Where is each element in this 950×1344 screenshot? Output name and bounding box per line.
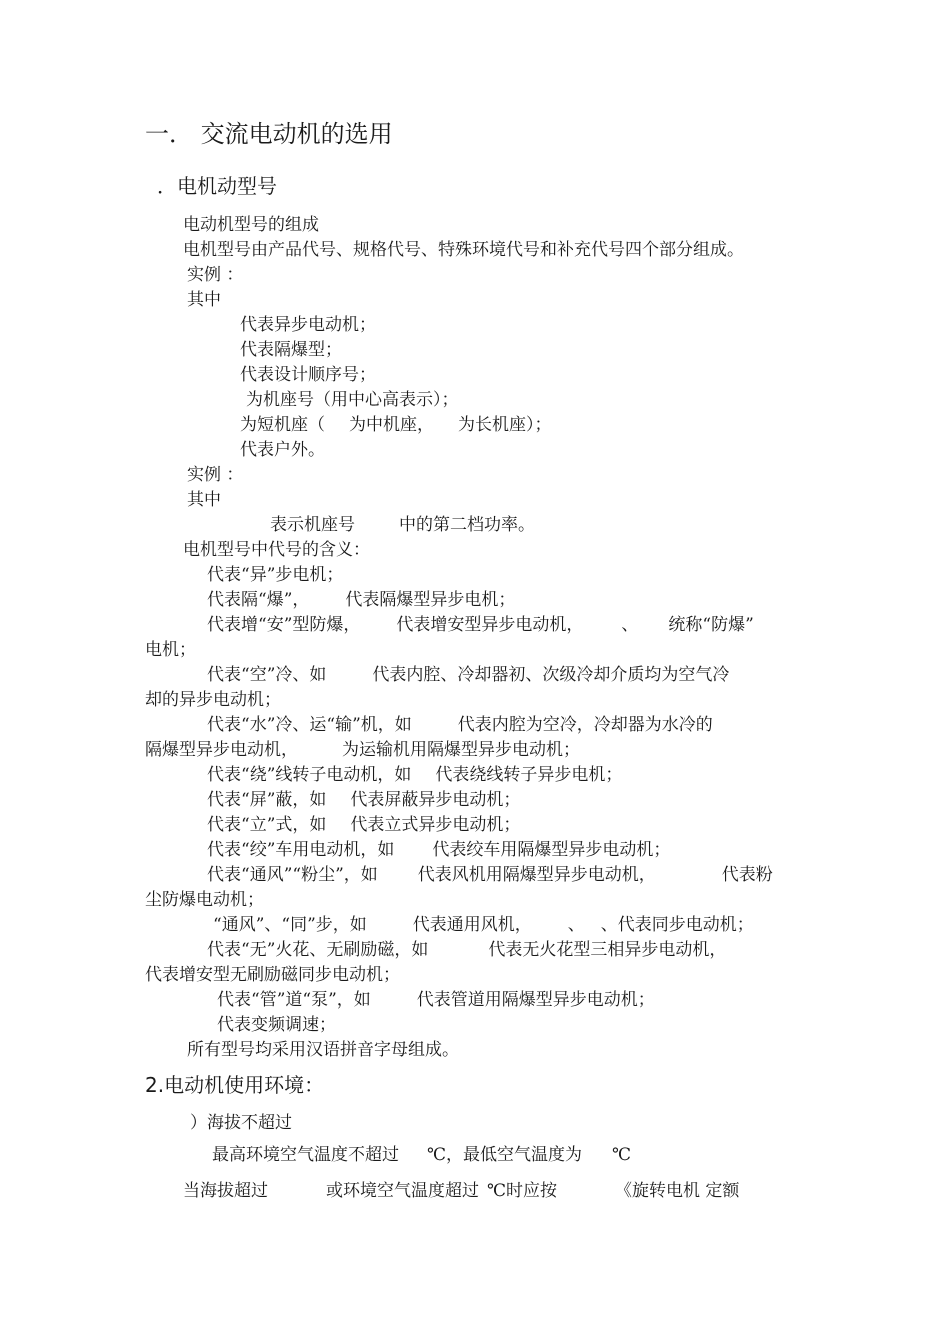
text-fragment: 、代表同步电动机； bbox=[600, 915, 754, 935]
text-line: 代表“异”步电机； bbox=[207, 565, 344, 585]
text-fragment: 代表增安型异步电动机， bbox=[396, 615, 584, 635]
text-fragment: 为运输机用隔爆型异步电动机； bbox=[342, 740, 580, 760]
text-fragment: 代表“立”式，如 bbox=[207, 815, 327, 835]
text-fragment: 表示机座号 bbox=[270, 515, 355, 535]
text-line: 代表异步电动机； bbox=[240, 315, 376, 335]
text-line bbox=[183, 1181, 739, 1201]
text-line bbox=[213, 915, 754, 935]
text-line: 所有型号均采用汉语拼音字母组成。 bbox=[187, 1040, 459, 1060]
text-fragment: 代表风机用隔爆型异步电动机， bbox=[417, 865, 656, 885]
text-line: ）海拔不超过 bbox=[190, 1113, 292, 1133]
text-line bbox=[207, 815, 520, 835]
text-line bbox=[207, 865, 773, 885]
text-fragment: 代表管道用隔爆型异步电动机； bbox=[416, 990, 655, 1010]
text-fragment: 代表立式异步电动机； bbox=[350, 815, 521, 835]
text-line: 电机型号由产品代号、规格代号、特殊环境代号和补充代号四个部分组成。 bbox=[183, 240, 744, 260]
text-line: 却的异步电动机； bbox=[145, 690, 281, 710]
section-heading-environment: 2.电动机使用环境： bbox=[145, 1073, 325, 1097]
text-line bbox=[207, 665, 729, 685]
main-heading: 一． 交流电动机的选用 bbox=[145, 120, 393, 148]
text-line: 其中 bbox=[187, 290, 221, 310]
text-fragment: 为长机座）； bbox=[458, 415, 552, 435]
text-line: 实例 ： bbox=[187, 465, 244, 485]
text-line bbox=[240, 415, 552, 435]
text-fragment: 为短机座（ bbox=[240, 415, 325, 435]
text-fragment: 为中机座， bbox=[349, 415, 434, 435]
text-fragment: ℃ bbox=[612, 1145, 632, 1165]
text-fragment: 代表增“安”型防爆， bbox=[207, 615, 361, 635]
text-line: 代表隔爆型； bbox=[240, 340, 342, 360]
text-fragment: 代表“水”冷、运“输”机，如 bbox=[207, 715, 412, 735]
text-fragment: 代表隔“爆”， bbox=[207, 590, 310, 610]
text-line: 实例 ： bbox=[187, 265, 244, 285]
text-fragment: 代表绞车用隔爆型异步电动机； bbox=[432, 840, 671, 860]
text-line bbox=[207, 590, 515, 610]
text-fragment: 代表内腔、冷却器初、次级冷却介质均为空气冷 bbox=[372, 665, 730, 685]
text-fragment: 《旋转电机 定额 bbox=[615, 1181, 740, 1201]
text-line: 电机； bbox=[145, 640, 196, 660]
text-line: 尘防爆电动机； bbox=[145, 890, 264, 910]
text-fragment: 代表通用风机， bbox=[412, 915, 532, 935]
text-fragment: 代表粉 bbox=[721, 865, 773, 885]
text-line: 代表户外。 bbox=[240, 440, 325, 460]
text-fragment: 或环境空气温度超过 bbox=[326, 1181, 479, 1201]
text-fragment: ℃，最低空气温度为 bbox=[427, 1145, 583, 1165]
text-fragment: “通风”、“同”步，如 bbox=[213, 915, 367, 935]
section-heading-motor-model: ．电机动型号 bbox=[157, 174, 277, 198]
text-line: 代表变频调速； bbox=[217, 1015, 336, 1035]
text-fragment: 隔爆型异步电动机， bbox=[145, 740, 298, 760]
text-fragment: 代表无火花型三相异步电动机， bbox=[488, 940, 727, 960]
text-fragment: 代表“无”火花、无刷励磁，如 bbox=[207, 940, 429, 960]
text-fragment: 统称“防爆” bbox=[668, 615, 754, 635]
text-line: 电机型号中代号的含义： bbox=[183, 540, 370, 560]
text-fragment: 代表隔爆型异步电机； bbox=[345, 590, 516, 610]
text-line: 代表增安型无刷励磁同步电动机； bbox=[145, 965, 400, 985]
text-line bbox=[207, 940, 726, 960]
text-fragment: ℃时应按 bbox=[487, 1181, 558, 1201]
text-fragment: 代表内腔为空冷，冷却器为水冷的 bbox=[457, 715, 713, 735]
text-fragment: 中的第二档功率。 bbox=[399, 515, 535, 535]
text-fragment: 最高环境空气温度不超过 bbox=[212, 1145, 399, 1165]
text-fragment: 代表屏蔽异步电动机； bbox=[350, 790, 521, 810]
text-line: 为机座号（用中心高表示）； bbox=[246, 390, 459, 410]
text-fragment: 、 bbox=[567, 915, 585, 935]
text-line bbox=[207, 715, 713, 735]
text-line bbox=[207, 765, 622, 785]
text-fragment: 代表“绞”车用电动机，如 bbox=[207, 840, 395, 860]
text-line bbox=[270, 515, 535, 535]
text-fragment: 代表“通风”“粉尘”，如 bbox=[207, 865, 378, 885]
text-fragment: 代表“空”冷、如 bbox=[207, 665, 327, 685]
text-line bbox=[212, 1145, 631, 1165]
text-fragment: 代表“管”道“泵”，如 bbox=[217, 990, 371, 1010]
text-fragment: 代表“屏”蔽，如 bbox=[207, 790, 327, 810]
text-fragment: 代表绕线转子异步电机； bbox=[435, 765, 623, 785]
text-line bbox=[207, 615, 754, 635]
text-line: 代表设计顺序号； bbox=[240, 365, 376, 385]
text-line bbox=[207, 790, 520, 810]
text-fragment: 代表“绕”线转子电动机，如 bbox=[207, 765, 412, 785]
text-line bbox=[217, 990, 655, 1010]
text-fragment: 当海拔超过 bbox=[183, 1181, 268, 1201]
text-line: 电动机型号的组成 bbox=[183, 215, 319, 235]
text-line: 其中 bbox=[187, 490, 221, 510]
text-line bbox=[207, 840, 670, 860]
text-line bbox=[145, 740, 580, 760]
text-fragment: 、 bbox=[621, 615, 639, 635]
